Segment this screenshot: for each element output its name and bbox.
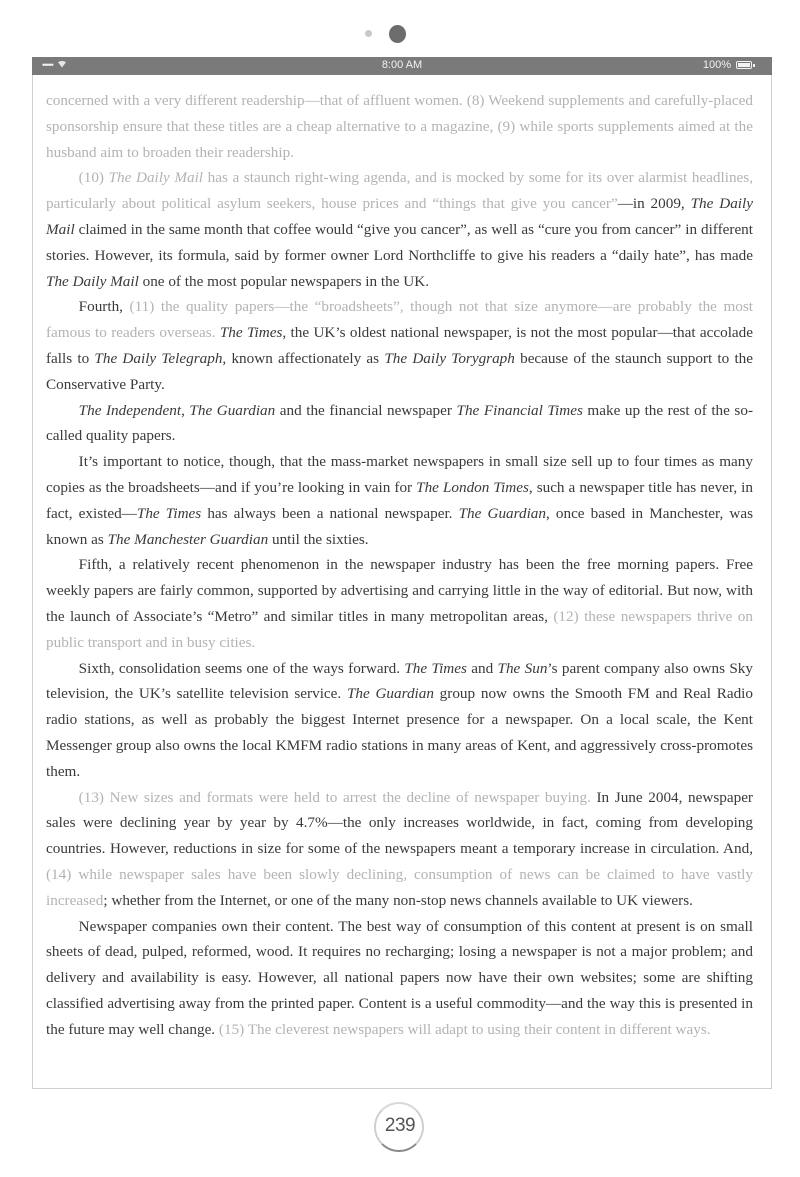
device-camera [0, 24, 800, 44]
text-run: one of the most popular newspapers in the UK. [138, 272, 429, 290]
text-run: , known affectionately as [222, 349, 385, 367]
text-run: —in 2009, [617, 195, 691, 213]
text-run: The Guardian [189, 401, 276, 419]
battery-percentage: 100% [702, 59, 731, 71]
battery-full-icon [736, 61, 752, 69]
text-run: The Guardian [458, 504, 546, 522]
text-run: Newspaper companies own their content. The best way of consumption of this content at present is on small sheets of dead, pulped, reformed, wood. It requires no recharging; losing a newspaper is not a major problem; and delivery and availability is easy. However, all national papers now have their own websites; some are shifting classified advertising away from the printed paper. Content is a useful commodity—and the way this is presented in the future may well change. [46, 917, 753, 1038]
text-run: The Independent [78, 401, 182, 419]
signal-strength-icon: ••••• [42, 60, 53, 70]
text-run: , such a newspaper title has never, in fact, existed— [46, 478, 753, 522]
text-run: The Daily Telegraph [94, 349, 223, 367]
paragraph [46, 165, 753, 294]
text-run: The Times [219, 324, 283, 342]
text-run: In June 2004, newspaper sales were declining year by year by 4.7%—the only increases worldwide, in fact, coming from developing countries. However, reductions in size for some of the newspapers meant a temporary increase in circulation. And, [46, 788, 753, 858]
page-number: 239 [384, 1115, 416, 1136]
text-run: The Daily Mail [46, 272, 139, 290]
text-run: , [181, 401, 190, 419]
text-run: has always been a national newspaper. [201, 504, 459, 522]
paragraph [46, 294, 753, 397]
highlighted-sentence: (15) The cleverest newspapers will adapt to using their content in different ways. [218, 1020, 711, 1038]
highlighted-sentence: (12) these newspapers thrive on public transport and in busy cities. [46, 607, 753, 651]
paragraph [46, 785, 753, 914]
paragraph [46, 398, 753, 450]
highlighted-sentence: The Daily Mail [108, 169, 204, 187]
paragraph [46, 88, 753, 165]
text-run: until the sixties. [268, 530, 369, 548]
text-run: Fourth, [78, 298, 130, 316]
camera-lens [389, 25, 406, 43]
text-run: Sixth, consolidation seems one of the ways forward. [78, 659, 405, 677]
text-run: The Daily Torygraph [384, 349, 515, 367]
page-number-badge [370, 1098, 430, 1158]
text-run: ’s parent company also owns Sky television, the UK’s satellite television service. [46, 659, 753, 703]
text-run: and [466, 659, 498, 677]
highlighted-sentence: concerned with a very different readership—that of affluent women. (8) Weekend supplements and carefully-placed sponsorship ensure that these titles are a cheap alternative to a magazine, (9) while sports supplements aimed at the husband aim to broaden their readership. [46, 92, 753, 161]
text-run: claimed in the same month that coffee would “give you cancer”, as well as “cure you from cancer” in different stories. However, its formula, said by former owner Lord Northcliffe to give his readers a “daily hate”, has made [46, 220, 753, 264]
text-run: ; whether from the Internet, or one of the many non-stop news channels available to UK viewers. [103, 891, 693, 909]
status-time: 8:00 AM [381, 59, 423, 71]
text-run: and the financial newspaper [275, 401, 457, 419]
highlighted-sentence: (11) the quality papers—the “broadsheets”, though not that size anymore—are probably the most famous to readers overseas. [46, 298, 754, 342]
text-run: , the UK’s oldest national newspaper, is not the most popular—that accolade falls to [46, 324, 754, 367]
text-run: It’s important to notice, though, that the mass-market newspapers in small size sell up to four times as many copies as the broadsheets—and if you’re looking in vain for [46, 453, 753, 496]
text-run: , once based in Manchester, was known as [46, 504, 754, 548]
text-run: The Sun [497, 659, 548, 677]
paragraph [46, 449, 753, 552]
paragraph [46, 656, 753, 785]
text-run: The Manchester Guardian [107, 530, 269, 548]
text-run: The Times [404, 659, 467, 677]
highlighted-sentence: (10) [78, 169, 109, 187]
text-run: The Financial Times [456, 401, 583, 419]
status-bar [32, 57, 772, 75]
text-run: because of the staunch support to the Conservative Party. [46, 349, 754, 393]
text-run: The Times [136, 504, 202, 522]
sensor-dot [365, 30, 372, 37]
text-run: Fifth, a relatively recent phenomenon in the newspaper industry has been the free morning papers. Free weekly papers are fairly common, supported by advertising and carrying little in the way of editorial. But now, with the launch of Associate’s “Metro” and similar titles in many metropolitan areas, [46, 556, 753, 625]
paragraph [46, 914, 753, 1043]
highlighted-sentence: has a staunch right-wing agenda, and is mocked by some for its over alarmist headlines, particularly about political asylum seekers, house prices and “things that give you cancer” [46, 169, 753, 213]
text-run: The London Times [416, 478, 529, 496]
text-run: group now owns the Smooth FM and Real Radio radio stations, as well as probably the biggest Internet presence for a newspaper. On a local scale, the Kent Messenger group also owns the local KMFM radio stations in many areas of Kent, and aggressively cross-promotes them. [46, 685, 753, 780]
text-run: make up the rest of the so-called quality papers. [46, 401, 753, 445]
text-run: The Guardian [346, 685, 434, 703]
paragraph [46, 552, 753, 655]
document-body [46, 88, 753, 1042]
highlighted-sentence: (14) while newspaper sales have been slowly declining, consumption of news can be claimed to have vastly increased [46, 865, 753, 909]
highlighted-sentence: (13) New sizes and formats were held to arrest the decline of newspaper buying. [78, 788, 597, 806]
text-run: The Daily Mail [46, 195, 753, 238]
